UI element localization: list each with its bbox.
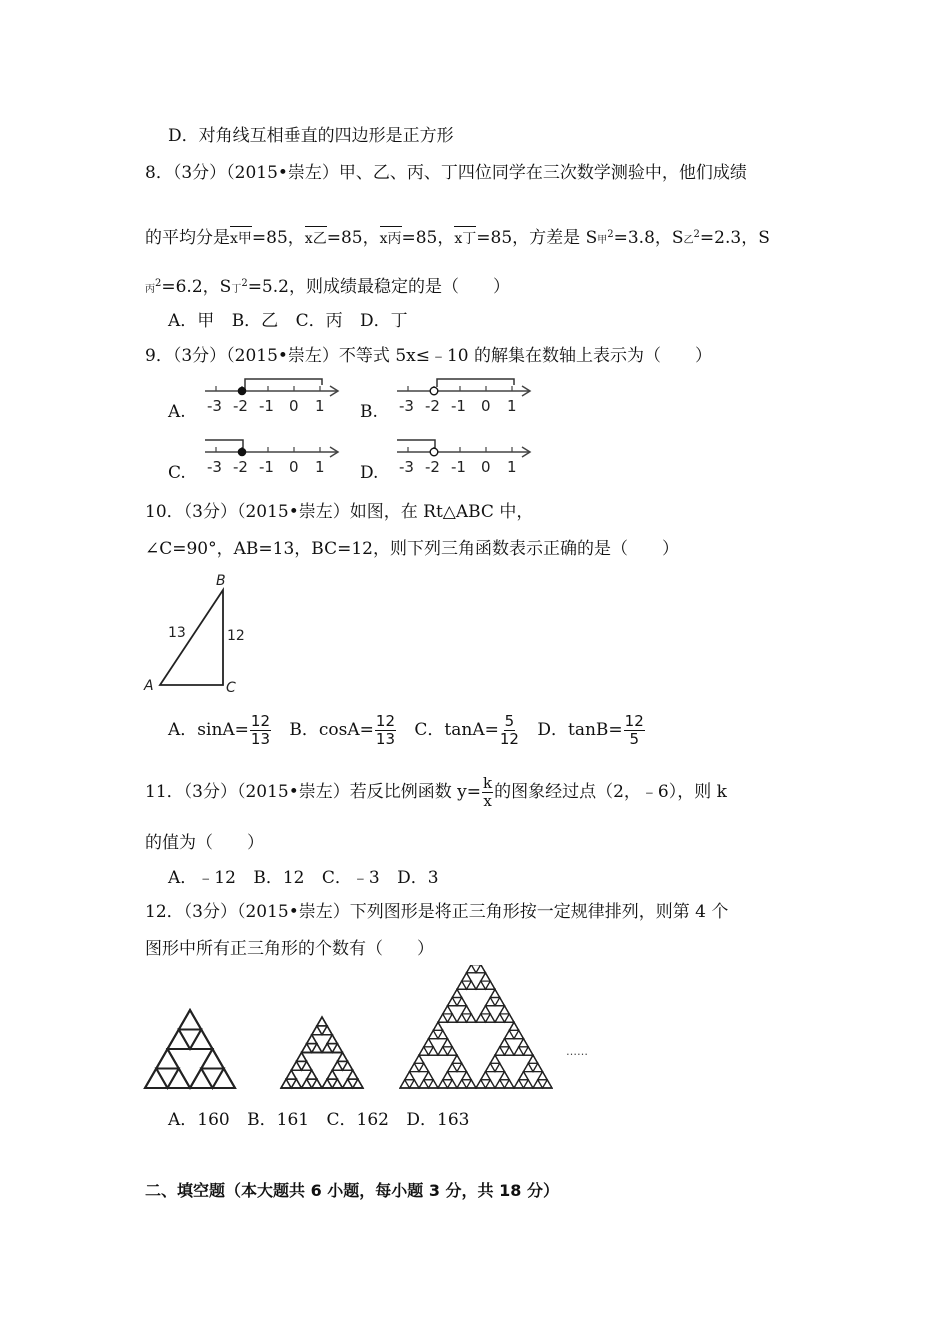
triangle	[495, 998, 505, 1006]
triangle	[481, 1006, 491, 1014]
q8-stem-line1: 8．（3分）（2015•崇左）甲、乙、丙、丁四位同学在三次数学测验中，他们成绩	[145, 163, 747, 183]
triangle	[327, 1070, 337, 1079]
triangle	[443, 1014, 453, 1022]
triangle	[457, 965, 495, 989]
triangle	[467, 1014, 477, 1022]
q10-triangle-figure	[140, 568, 250, 698]
triangle	[296, 1052, 306, 1061]
triangle	[481, 1080, 491, 1088]
triangle	[312, 1044, 322, 1053]
triangle	[514, 1030, 524, 1038]
triangle	[519, 1072, 529, 1080]
triangle	[481, 981, 491, 989]
triangle	[448, 1047, 458, 1055]
triangle	[490, 1063, 500, 1071]
triangle	[490, 1055, 500, 1063]
triangle	[500, 1072, 510, 1080]
triangle	[337, 1052, 347, 1061]
q11-stem-line2: 的值为（ ）	[145, 833, 264, 853]
triangle	[514, 1047, 524, 1055]
triangle	[505, 1047, 515, 1055]
q9-numberline-a	[200, 375, 345, 420]
triangle	[429, 1047, 439, 1055]
q10-options	[168, 710, 646, 750]
svg-text:-1: -1	[259, 397, 274, 415]
triangle	[424, 1080, 434, 1088]
triangle	[481, 1014, 491, 1022]
triangle	[307, 1035, 317, 1044]
triangle	[405, 1080, 415, 1088]
triangle	[433, 1022, 443, 1030]
triangle	[332, 1079, 342, 1088]
triangle	[400, 1080, 410, 1088]
svg-text:0: 0	[481, 458, 491, 476]
triangle	[419, 1047, 429, 1055]
q12-option-d: D．163	[406, 1110, 470, 1130]
q10-stem-line1: 10．（3分）（2015•崇左）如图，在 Rt△ABC 中，	[145, 502, 534, 522]
triangle	[538, 1080, 548, 1088]
vertex-c: C	[226, 680, 236, 696]
pattern-ellipsis: ……	[566, 1045, 588, 1058]
svg-text:-2: -2	[233, 458, 248, 476]
triangle	[490, 989, 500, 997]
svg-text:1: 1	[315, 397, 325, 415]
triangle	[467, 1080, 477, 1088]
triangle	[452, 989, 462, 997]
q11-stem-line1: 11．（3分）（2015•崇左）若反比例函数 y= $\frac{k}{x}$ 的图象经过点（2，﹣6），则 k	[145, 774, 727, 810]
triangle	[528, 1055, 538, 1063]
triangle	[505, 1080, 515, 1088]
triangle	[400, 965, 552, 1088]
svg-text:-1: -1	[259, 458, 274, 476]
section-2-title: 二、填空题（本大题共 6 小题，每小题 3 分，共 18 分）	[145, 1181, 559, 1200]
triangle	[486, 1014, 496, 1022]
triangle	[476, 1014, 486, 1022]
triangle	[302, 1061, 312, 1070]
triangle	[213, 1069, 236, 1088]
triangle	[462, 1072, 472, 1080]
triangle	[429, 1030, 439, 1038]
triangle	[281, 1079, 291, 1088]
triangle	[505, 1014, 515, 1022]
svg-text:-2: -2	[425, 397, 440, 415]
triangle	[410, 1080, 420, 1088]
triangle	[452, 1063, 462, 1071]
svg-text:1: 1	[315, 458, 325, 476]
triangle	[486, 1080, 496, 1088]
triangle	[414, 1055, 424, 1063]
triangle	[443, 1080, 453, 1088]
triangle	[302, 1044, 312, 1053]
svg-text:-1: -1	[451, 458, 466, 476]
q8-option-b: B．乙	[231, 311, 279, 331]
triangle	[405, 1072, 415, 1080]
triangle	[438, 1080, 448, 1088]
q9-label-a: A.	[168, 402, 186, 422]
triangle	[457, 998, 467, 1006]
q12-stem-line2: 图形中所有正三角形的个数有（ ）	[145, 939, 434, 959]
triangle	[414, 1063, 424, 1071]
q10-option-b: B．cosA= $\frac{12}{13}$	[289, 712, 396, 748]
triangle	[332, 1044, 342, 1053]
triangle	[190, 1030, 213, 1049]
triangle	[312, 1026, 322, 1035]
triangle	[317, 1017, 327, 1026]
triangle	[168, 1069, 191, 1088]
svg-text:-3: -3	[207, 397, 222, 415]
triangle	[476, 981, 486, 989]
triangle	[533, 1080, 543, 1088]
svg-text:0: 0	[481, 397, 491, 415]
triangle	[486, 981, 496, 989]
triangle	[286, 1070, 296, 1079]
q8-option-d: D．丁	[360, 311, 408, 331]
triangle	[145, 1069, 168, 1088]
triangle	[179, 1030, 202, 1049]
triangle	[486, 998, 496, 1006]
triangle	[524, 1080, 534, 1088]
triangle	[424, 1047, 434, 1055]
q12-option-c: C．162	[326, 1110, 389, 1130]
triangle	[538, 1072, 548, 1080]
svg-text:-1: -1	[451, 397, 466, 415]
triangle	[495, 1047, 505, 1055]
triangle	[452, 998, 462, 1006]
triangle	[467, 965, 477, 973]
triangle	[495, 1014, 505, 1022]
triangle	[343, 1061, 353, 1070]
pattern-figure-2	[281, 1017, 363, 1088]
svg-text:-2: -2	[233, 397, 248, 415]
svg-text:-3: -3	[399, 397, 414, 415]
svg-text:1: 1	[507, 397, 517, 415]
triangle	[322, 1044, 332, 1053]
triangle	[509, 1030, 519, 1038]
triangle	[332, 1061, 342, 1070]
triangle	[500, 1039, 510, 1047]
triangle	[481, 1072, 491, 1080]
triangle	[462, 1006, 472, 1014]
triangle	[481, 973, 491, 981]
triangle	[179, 1010, 202, 1029]
triangle	[467, 981, 477, 989]
triangle	[438, 1014, 448, 1022]
q8-stem-line3: 丙$^2$=6.2，S丁$^2$=5.2，则成绩最稳定的是（ ）	[145, 277, 510, 297]
triangle	[490, 998, 500, 1006]
triangle	[291, 1079, 301, 1088]
q7-option-d: D．对角线互相垂直的四边形是正方形	[168, 126, 454, 146]
triangle	[438, 1030, 448, 1038]
triangle	[500, 1006, 510, 1014]
svg-text:1: 1	[507, 458, 517, 476]
triangle	[476, 1080, 486, 1088]
triangle	[424, 1072, 434, 1080]
triangle	[156, 1069, 179, 1088]
q8-option-a: A．甲	[168, 311, 215, 331]
triangle	[429, 1080, 439, 1088]
triangle	[500, 1080, 510, 1088]
triangle	[424, 1039, 434, 1047]
svg-text:-3: -3	[399, 458, 414, 476]
q12-options	[168, 1109, 481, 1131]
q9-numberline-d	[392, 436, 537, 481]
triangle	[156, 1049, 179, 1068]
triangle	[448, 1080, 458, 1088]
pattern-figure-1	[145, 1010, 235, 1088]
vertex-a: A	[144, 678, 154, 694]
triangle	[443, 1039, 453, 1047]
triangle	[168, 1030, 191, 1049]
q11-option-d: D．3	[397, 868, 439, 888]
triangle	[519, 1039, 529, 1047]
triangle	[500, 1014, 510, 1022]
q9-label-d: D.	[360, 463, 379, 483]
svg-text:0: 0	[289, 397, 299, 415]
triangle	[462, 1080, 472, 1088]
triangle	[419, 1063, 429, 1071]
triangle	[462, 1014, 472, 1022]
triangle	[443, 1006, 453, 1014]
triangle	[452, 1055, 462, 1063]
q12-triangle-pattern-figure	[138, 965, 598, 1095]
q8-option-c: C．丙	[295, 311, 343, 331]
svg-text:0: 0	[289, 458, 299, 476]
svg-text:-2: -2	[425, 458, 440, 476]
triangle	[190, 1069, 213, 1088]
q9-label-b: B.	[360, 402, 378, 422]
side-bc-label: 12	[227, 628, 245, 644]
q9-numberline-b	[392, 375, 537, 420]
triangle	[322, 1026, 332, 1035]
triangle	[543, 1080, 553, 1088]
triangle	[419, 1080, 429, 1088]
triangle	[533, 1063, 543, 1071]
xbar-jia: x甲	[230, 226, 252, 250]
side-ab-label: 13	[168, 625, 186, 641]
q10-stem-line2: ∠C=90°，AB=13，BC=12，则下列三角函数表示正确的是（ ）	[145, 539, 679, 559]
triangle	[476, 965, 486, 973]
triangle	[322, 1079, 332, 1088]
pattern-figure-3	[400, 965, 552, 1088]
triangle	[443, 1072, 453, 1080]
q8-mean-prefix: 的平均分是	[145, 228, 230, 248]
triangle	[307, 1070, 317, 1079]
q8-options	[168, 310, 420, 332]
triangle	[500, 1047, 510, 1055]
triangle	[448, 1014, 458, 1022]
triangle	[457, 1014, 467, 1022]
triangle	[410, 1063, 420, 1071]
triangle	[201, 1069, 224, 1088]
triangle	[509, 1022, 519, 1030]
triangle	[486, 1063, 496, 1071]
vertex-b: B	[216, 573, 226, 589]
triangle	[462, 973, 472, 981]
q10-option-d: D．tanB= $\frac{12}{5}$	[537, 712, 644, 748]
triangle	[519, 1080, 529, 1088]
q10-option-c: C．tanA= $\frac{5}{12}$	[414, 712, 519, 748]
triangle	[438, 1047, 448, 1055]
q12-option-a: A．160	[168, 1110, 230, 1130]
triangle	[312, 1079, 322, 1088]
q12-option-b: B．161	[247, 1110, 310, 1130]
triangle	[514, 1080, 524, 1088]
triangle	[528, 1063, 538, 1071]
svg-text:-3: -3	[207, 458, 222, 476]
q9-label-c: C.	[168, 463, 186, 483]
triangle	[524, 1063, 534, 1071]
q12-stem-line1: 12．（3分）（2015•崇左）下列图形是将正三角形按一定规律排列，则第 4 个	[145, 902, 729, 922]
triangle	[348, 1070, 358, 1079]
triangle	[457, 1080, 467, 1088]
q11-option-a: A．﹣12	[168, 868, 236, 888]
triangle	[302, 1079, 312, 1088]
q10-option-a: A．sinA= $\frac{12}{13}$	[168, 712, 271, 748]
xbar-ding: x丁	[454, 226, 476, 250]
xbar-bing: x丙	[380, 226, 402, 250]
triangle	[443, 1047, 453, 1055]
q9-stem: 9．（3分）（2015•崇左）不等式 5x≤﹣10 的解集在数轴上表示为（ ）	[145, 346, 713, 366]
q11-options	[168, 867, 451, 889]
q8-stem-line2: 的平均分是x甲=85，x乙=85，x丙=85，x丁=85，方差是 S甲$^2$=3.8，S乙$^2$=2.3，S	[145, 228, 770, 248]
triangle	[462, 981, 472, 989]
xbar-yi: x乙	[305, 226, 327, 250]
q11-option-b: B．12	[253, 868, 305, 888]
triangle	[505, 1030, 515, 1038]
triangle	[519, 1047, 529, 1055]
triangle	[343, 1079, 353, 1088]
triangle	[327, 1035, 337, 1044]
triangle	[524, 1047, 534, 1055]
triangle	[448, 1063, 458, 1071]
triangle	[495, 1063, 505, 1071]
triangle	[457, 1063, 467, 1071]
triangle	[353, 1079, 363, 1088]
q9-numberline-c	[200, 436, 345, 481]
q11-option-c: C．﹣3	[321, 868, 380, 888]
triangle	[457, 981, 467, 989]
triangle	[291, 1061, 301, 1070]
triangle	[201, 1049, 224, 1068]
triangle	[448, 998, 458, 1006]
triangle	[433, 1030, 443, 1038]
triangle	[495, 1080, 505, 1088]
